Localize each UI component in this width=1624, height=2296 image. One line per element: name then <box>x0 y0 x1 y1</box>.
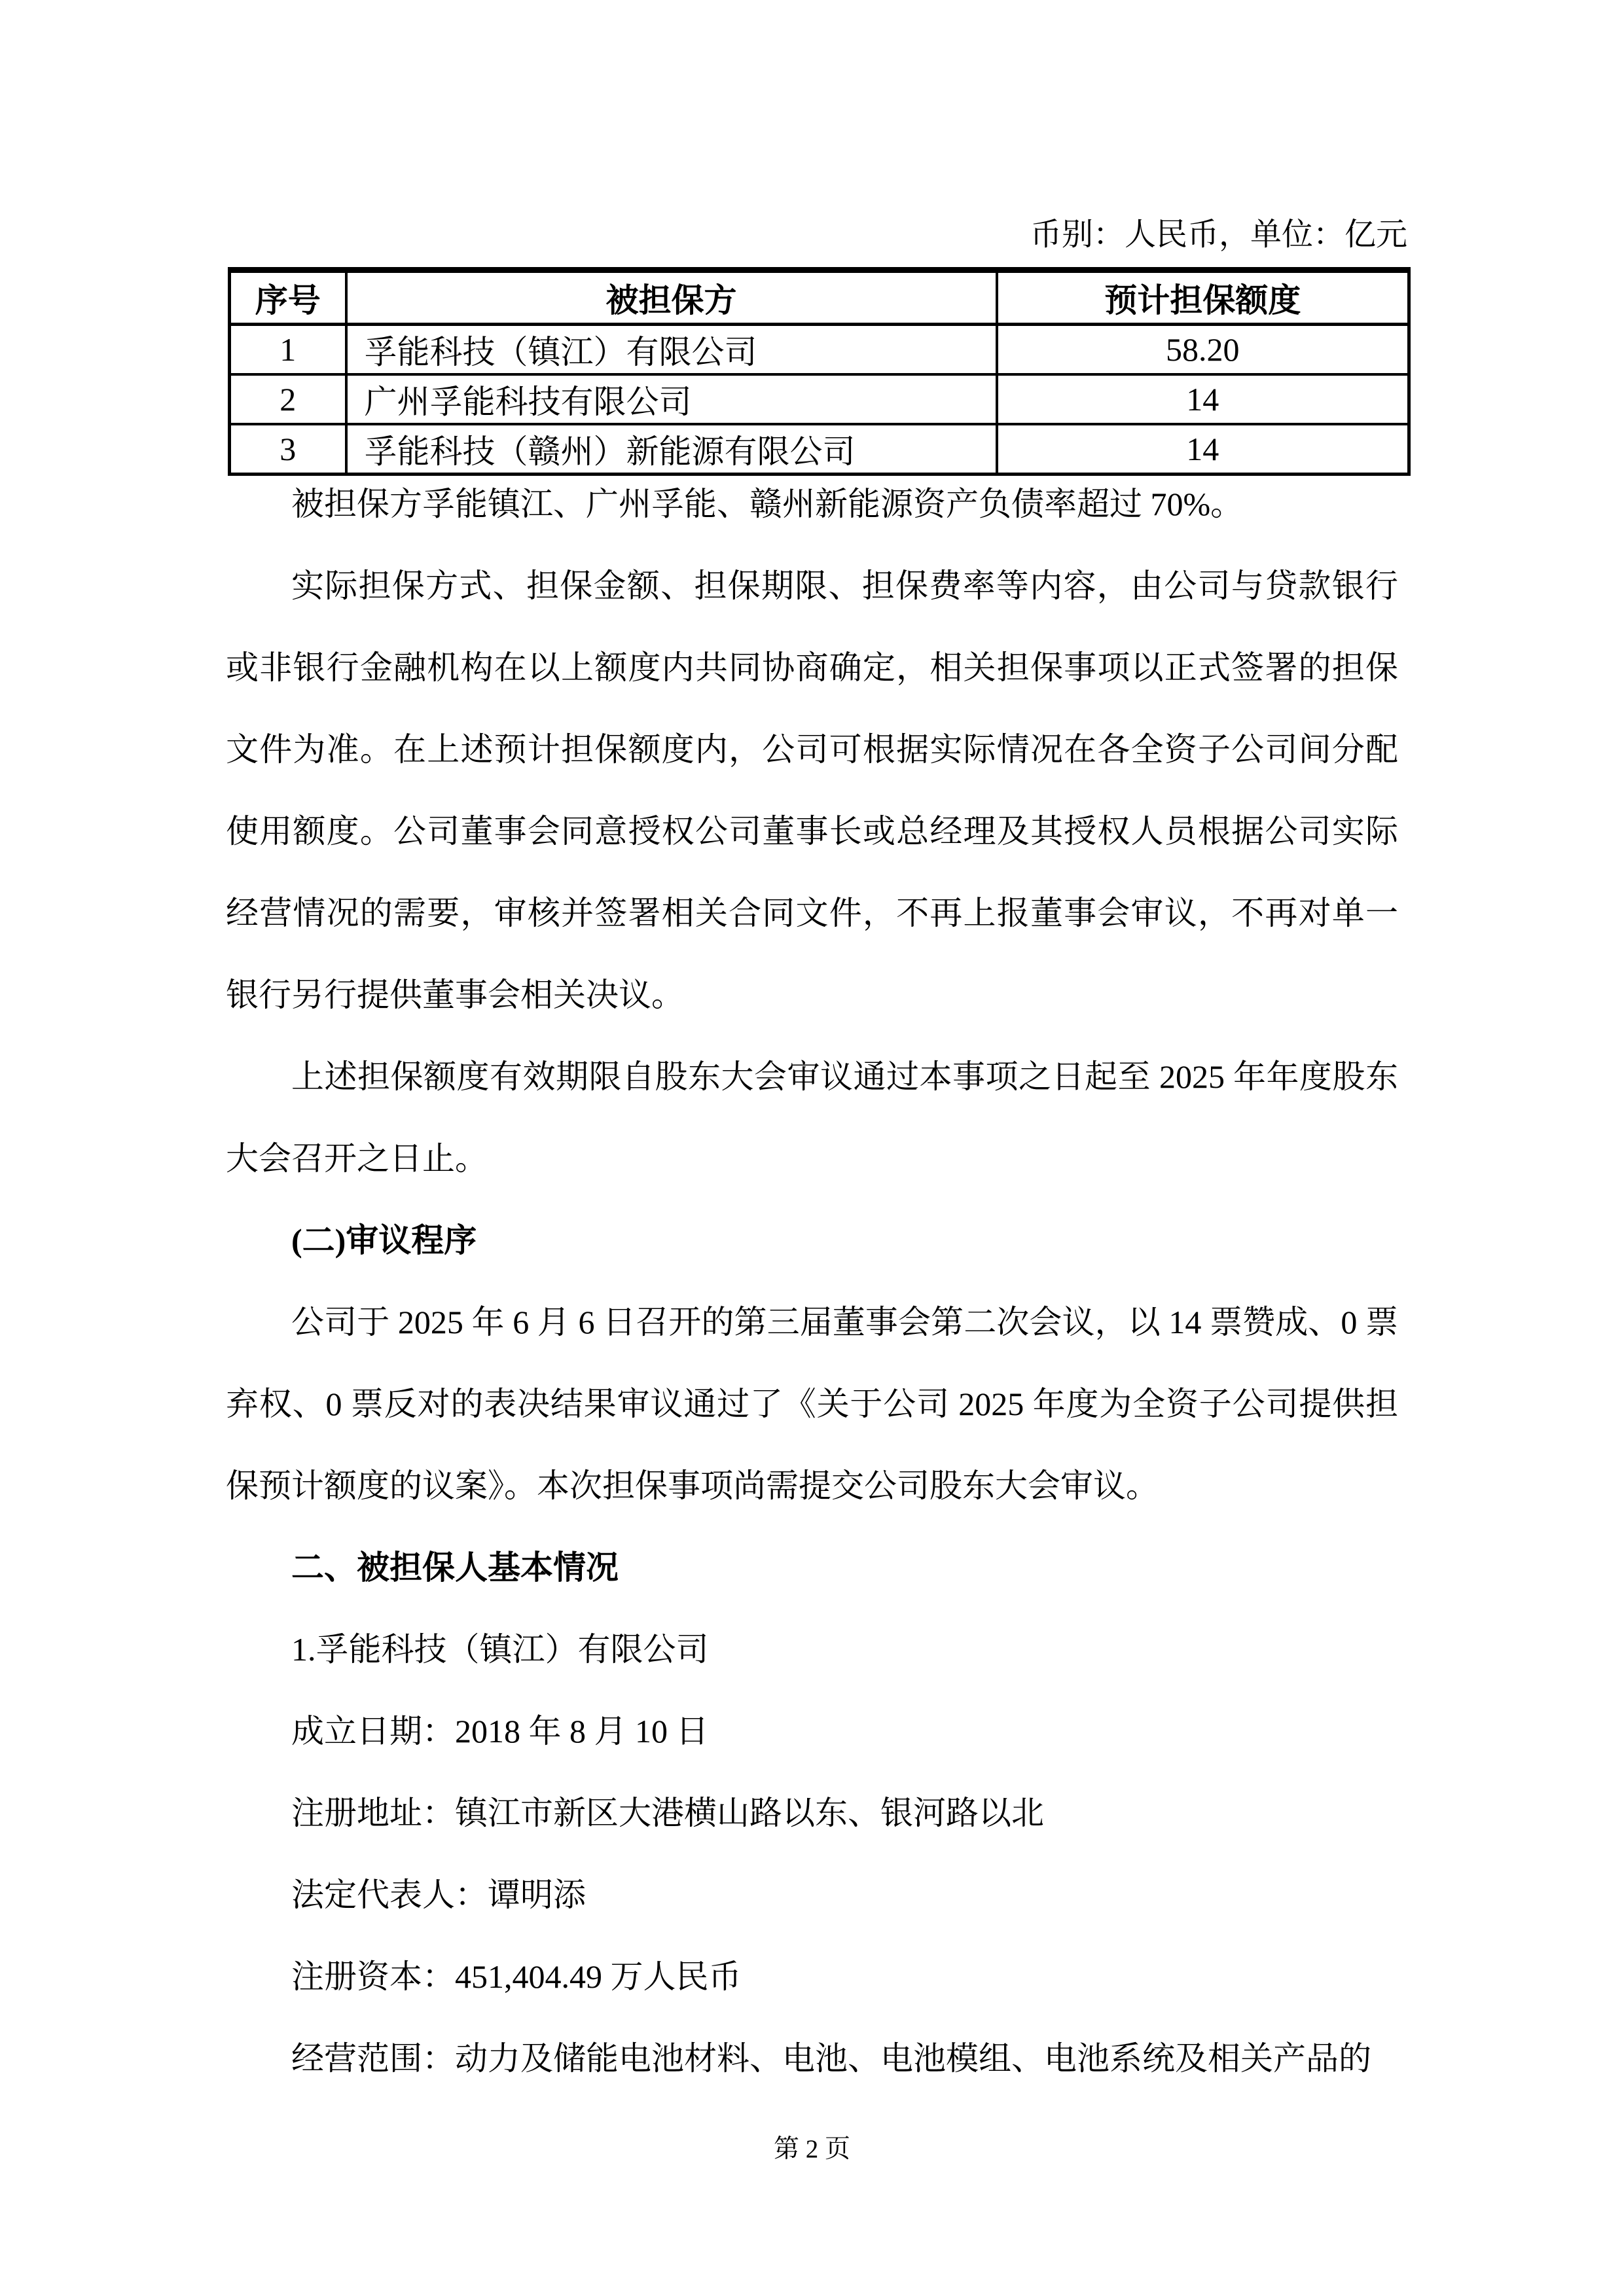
cell-guaranteed-party: 孚能科技（赣州）新能源有限公司 <box>346 424 997 475</box>
table-header-row <box>230 270 1409 325</box>
column-header-serial: 序号 <box>230 270 346 325</box>
paragraph: (二)审议程序 <box>291 1222 477 1259</box>
cell-estimated-amount: 14 <box>997 374 1409 424</box>
paragraph: 被担保方孚能镇江、广州孚能、赣州新能源资产负债率超过 70%。 <box>291 486 1244 522</box>
cell-guaranteed-party: 广州孚能科技有限公司 <box>346 374 997 424</box>
paragraph: 法定代表人：谭明添 <box>291 1876 586 1913</box>
column-header-guaranteed-party: 被担保方 <box>346 270 997 325</box>
cell-estimated-amount: 14 <box>997 424 1409 475</box>
table-row <box>230 374 1409 424</box>
paragraph: 经营范围：动力及储能电池材料、电池、电池模组、电池系统及相关产品的 <box>291 2040 1371 2077</box>
cell-guaranteed-party: 孚能科技（镇江）有限公司 <box>346 325 997 375</box>
paragraph: 成立日期：2018 年 8 月 10 日 <box>291 1713 709 1749</box>
document-body <box>226 463 1398 2100</box>
paragraph: 实际担保方式、担保金额、担保期限、担保费率等内容，由公司与贷款银行或非银行金融机构在以上额度内共同协商确定，相关担保事项以正式签署的担保文件为准。在上述预计担保额度内，公司可根据实际情况在各全资子公司间分配使用额度。公司董事会同意授权公司董事长或总经理及其授权人员根据公司实际经营情况的需要，审核并签署相关合同文件，不再上报董事会审议，不再对单一银行另行提供董事会相关决议。 <box>226 567 1398 1013</box>
table-row <box>230 325 1409 375</box>
guarantee-table-header <box>230 270 1409 325</box>
guarantee-table-body <box>230 325 1409 475</box>
paragraph: 公司于 2025 年 6 月 6 日召开的第三届董事会第二次会议，以 14 票赞成、0 票弃权、0 票反对的表决结果审议通过了《关于公司 2025 年度为全资子公司提供担保预计额度的议案》。本次担保事项尚需提交公司股东大会审议。 <box>226 1304 1398 1504</box>
currency-unit-note: 币别：人民币，单位：亿元 <box>1030 217 1407 252</box>
cell-serial-number: 1 <box>230 325 346 375</box>
column-header-estimated-amount: 预计担保额度 <box>997 270 1409 325</box>
guarantee-table <box>228 267 1411 476</box>
cell-estimated-amount: 58.20 <box>997 325 1409 375</box>
footer-page-number: 第 2 页 <box>773 2135 850 2163</box>
cell-serial-number: 3 <box>230 424 346 475</box>
paragraph: 注册地址：镇江市新区大港横山路以东、银河路以北 <box>291 1795 1044 1831</box>
paragraph: 1.孚能科技（镇江）有限公司 <box>291 1631 709 1668</box>
cell-serial-number: 2 <box>230 374 346 424</box>
paragraph: 上述担保额度有效期限自股东大会审议通过本事项之日起至 2025 年年度股东大会召开之日止。 <box>226 1058 1398 1177</box>
paragraph: 注册资本：451,404.49 万人民币 <box>291 1958 742 1995</box>
paragraph: 二、被担保人基本情况 <box>291 1549 619 1586</box>
